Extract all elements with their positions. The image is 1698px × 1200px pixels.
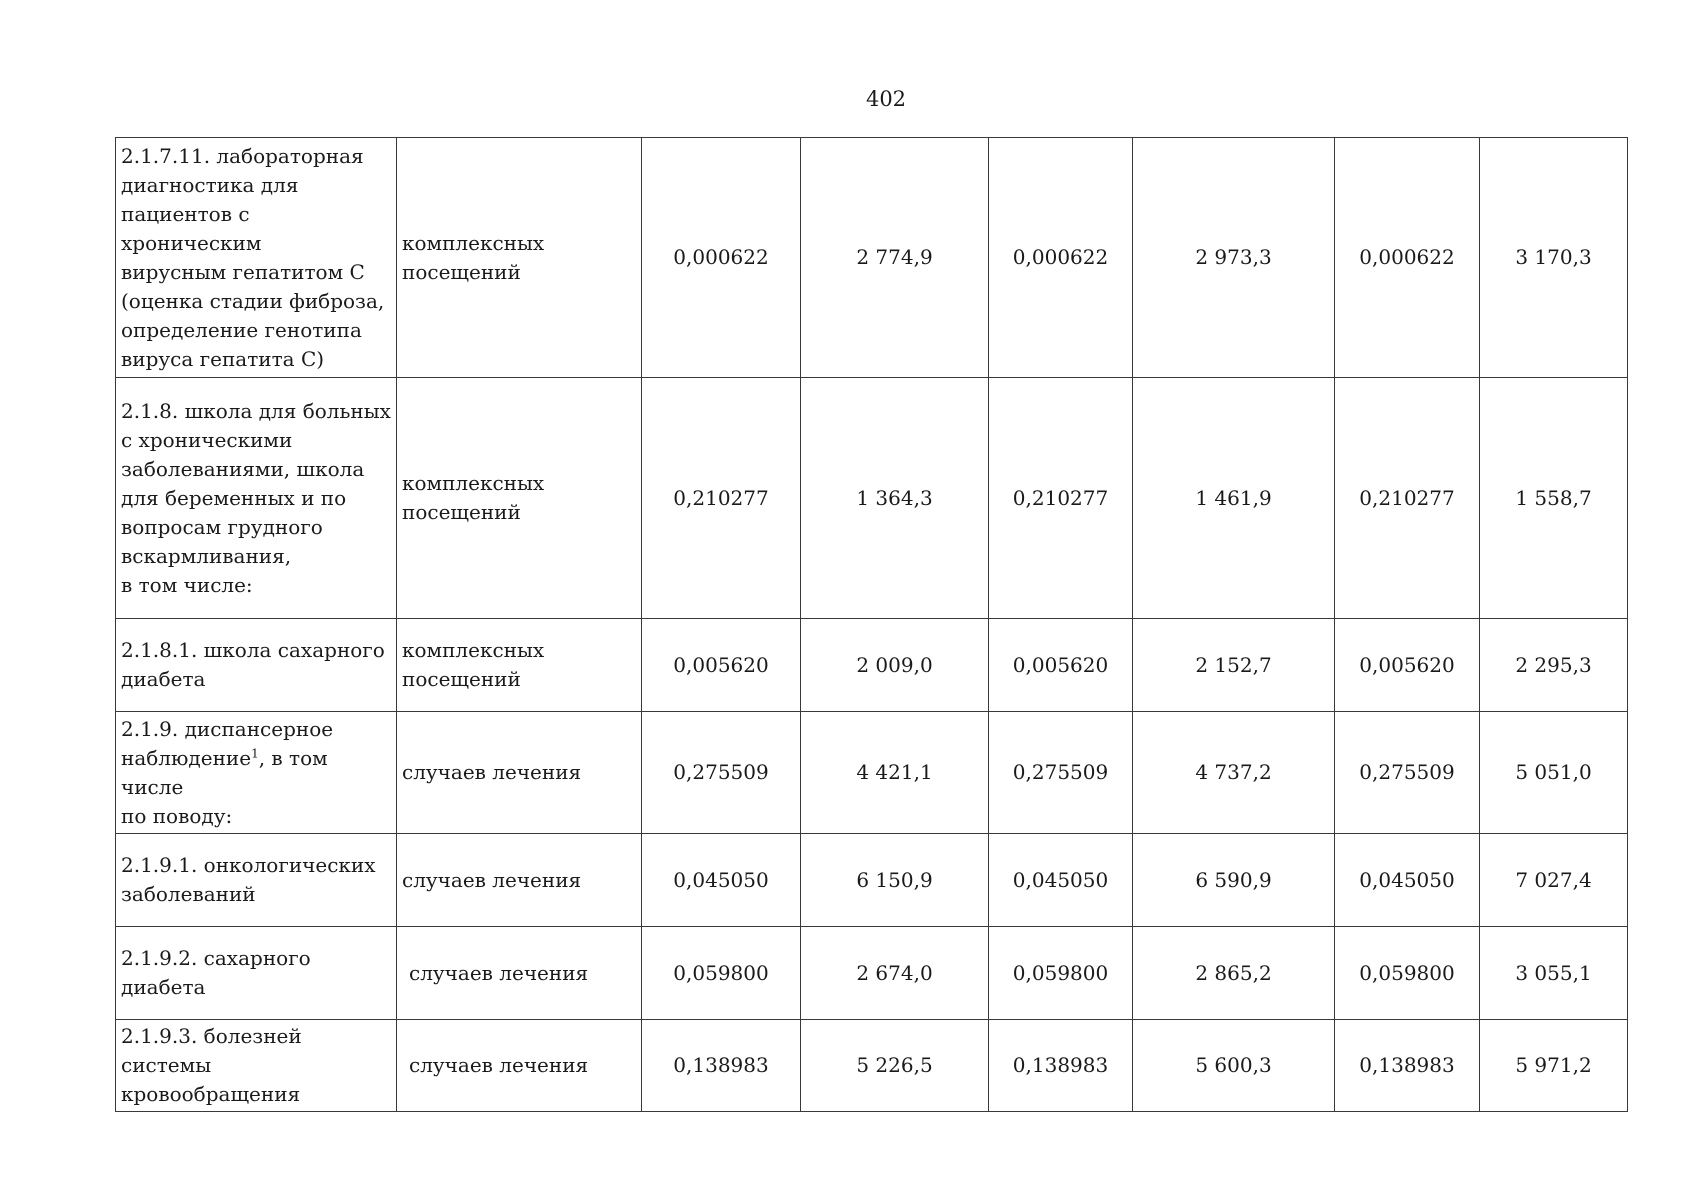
value-cell: 0,210277: [1335, 378, 1480, 619]
value-cell: 0,210277: [989, 378, 1133, 619]
value-cell: 6 590,9: [1133, 834, 1335, 927]
row-name: 2.1.9. диспансерное наблюдение$^1$, в том числе по поводу:: [116, 712, 397, 834]
row-name: 2.1.9.1. онкологических заболеваний: [116, 834, 397, 927]
value-cell: 2 009,0: [801, 619, 989, 712]
table-row: [116, 1020, 1628, 1112]
value-cell: 0,210277: [642, 378, 801, 619]
row-name: 2.1.9.2. сахарного диабета: [116, 927, 397, 1020]
value-cell: 2 865,2: [1133, 927, 1335, 1020]
row-name: 2.1.8. школа для больных с хроническими заболеваниями, школа для беременных и по вопросам грудного вскармливания, в том числе:: [116, 378, 397, 619]
value-cell: 7 027,4: [1480, 834, 1628, 927]
table-row: [116, 619, 1628, 712]
value-cell: 0,000622: [1335, 138, 1480, 378]
value-cell: 5 051,0: [1480, 712, 1628, 834]
value-cell: 0,138983: [642, 1020, 801, 1112]
row-name: 2.1.8.1. школа сахарного диабета: [116, 619, 397, 712]
value-cell: 0,045050: [989, 834, 1133, 927]
footnote-marker: 1: [251, 745, 259, 760]
value-cell: 3 170,3: [1480, 138, 1628, 378]
row-unit: случаев лечения: [397, 712, 642, 834]
value-cell: 2 152,7: [1133, 619, 1335, 712]
value-cell: 0,045050: [642, 834, 801, 927]
value-cell: 0,000622: [642, 138, 801, 378]
value-cell: 0,000622: [989, 138, 1133, 378]
table-row: [116, 834, 1628, 927]
row-unit: комплексных посещений: [397, 378, 642, 619]
value-cell: 5 226,5: [801, 1020, 989, 1112]
value-cell: 0,138983: [1335, 1020, 1480, 1112]
value-cell: 5 971,2: [1480, 1020, 1628, 1112]
row-unit: комплексных посещений: [397, 619, 642, 712]
data-table: [115, 137, 1628, 1112]
row-unit: случаев лечения: [397, 1020, 642, 1112]
value-cell: 0,059800: [642, 927, 801, 1020]
value-cell: 2 674,0: [801, 927, 989, 1020]
value-cell: 5 600,3: [1133, 1020, 1335, 1112]
table-row: [116, 138, 1628, 378]
value-cell: 6 150,9: [801, 834, 989, 927]
value-cell: 0,059800: [989, 927, 1133, 1020]
value-cell: 1 461,9: [1133, 378, 1335, 619]
value-cell: 4 421,1: [801, 712, 989, 834]
row-unit: случаев лечения: [397, 927, 642, 1020]
value-cell: 0,275509: [989, 712, 1133, 834]
value-cell: 0,005620: [642, 619, 801, 712]
table-row: [116, 378, 1628, 619]
value-cell: 0,275509: [642, 712, 801, 834]
value-cell: 0,005620: [989, 619, 1133, 712]
value-cell: 2 774,9: [801, 138, 989, 378]
value-cell: 0,059800: [1335, 927, 1480, 1020]
value-cell: 4 737,2: [1133, 712, 1335, 834]
row-unit: случаев лечения: [397, 834, 642, 927]
value-cell: 0,005620: [1335, 619, 1480, 712]
table-row: [116, 927, 1628, 1020]
value-cell: 0,275509: [1335, 712, 1480, 834]
value-cell: 2 973,3: [1133, 138, 1335, 378]
value-cell: 1 364,3: [801, 378, 989, 619]
page-number: 402: [865, 87, 907, 111]
value-cell: 0,045050: [1335, 834, 1480, 927]
value-cell: 3 055,1: [1480, 927, 1628, 1020]
table-row: [116, 712, 1628, 834]
row-name: 2.1.9.3. болезней системы кровообращения: [116, 1020, 397, 1112]
value-cell: 2 295,3: [1480, 619, 1628, 712]
row-name: 2.1.7.11. лабораторная диагностика для пациентов с хроническим вирусным гепатитом С (оценка стадии фиброза, определение генотипа вируса гепатита С): [116, 138, 397, 378]
value-cell: 0,138983: [989, 1020, 1133, 1112]
value-cell: 1 558,7: [1480, 378, 1628, 619]
row-unit: комплексных посещений: [397, 138, 642, 378]
